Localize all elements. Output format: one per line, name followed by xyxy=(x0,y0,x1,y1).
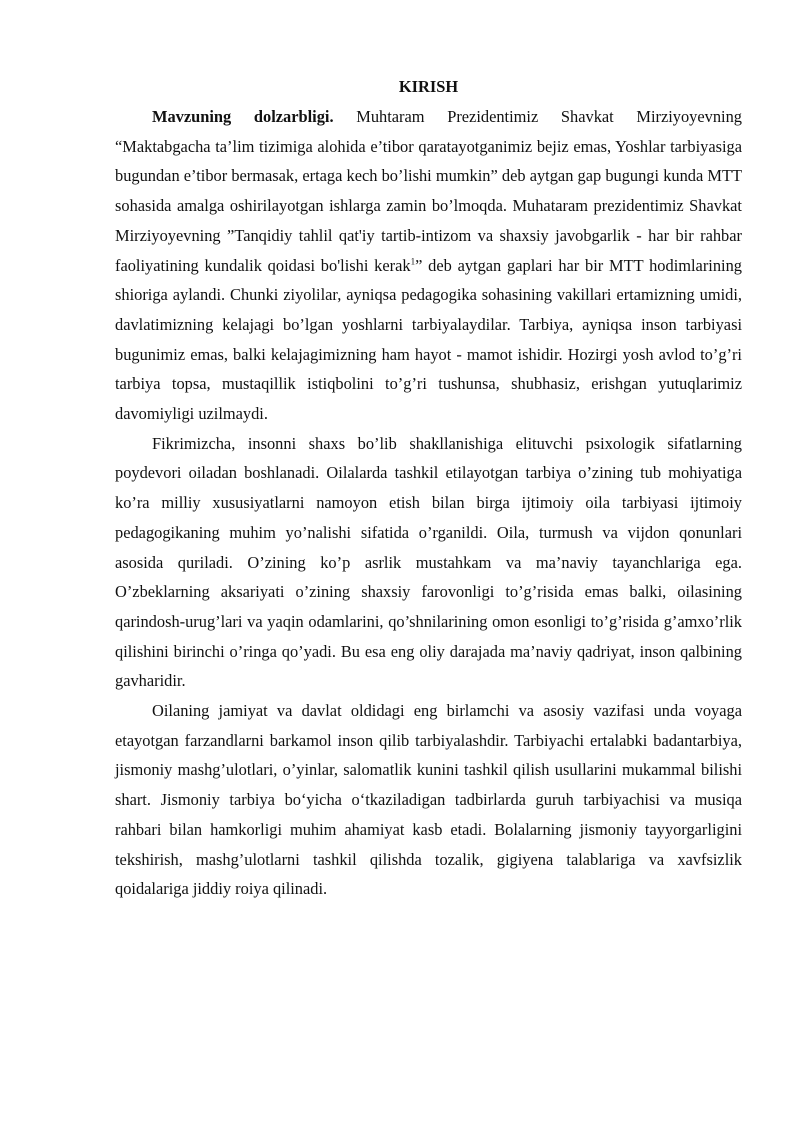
document-page xyxy=(115,72,742,904)
paragraph-family-duty: Oilaning jamiyat va davlat oldidagi eng birlamchi va asosiy vazifasi unda voyaga etayotgan farzandlarni barkamol inson qilib tarbiyalashdir. Tarbiyachi ertalabki badantarbiya, jismoniy mashg’ulotlari, o’yinlar, salomatlik kunini tashkil qilish usullarini mukammal bilishi shart. Jismoniy tarbiya bo‘yicha o‘tkaziladigan tadbirlarda guruh tarbiyachisi va musiqa rahbari bilan hamkorligi muhim ahamiyat kasb etadi. Bolalarning jismoniy tayyorgarligini tekshirish, mashg’ulotlarni tashkil qilishda tozalik, gigiyena talablariga va xavfsizlik qoidalariga jiddiy roiya qilinadi. xyxy=(115,701,742,899)
paragraph-text: ” deb aytgan gaplari har bir MTT hodimlarining shioriga aylandi. Chunki ziyolilar, ayniqsa pedagogika sohasining vakillari ertamizning umidi, davlatimizning kelajagi bo’lgan yoshlarni tarbiyalaydilar. Tarbiya, ayniqsa inson tarbiyasi bugunimiz emas, balki kelajagimizning ham hayot - mamot ishidir. Hozirgi yosh avlod to’g’ri tarbiya topsa, mustaqillik istiqbolini to’g’ri tushunsa, shubhasiz, erishgan yutuqlarimiz davomiyligi uzilmaydi. xyxy=(115,255,742,424)
paragraph-family-foundation: Fikrimizcha, insonni shaxs bo’lib shakllanishiga elituvchi psixologik sifatlarning poydevori oiladan boshlanadi. Oilalarda tashkil etilayotgan tarbiya o’zining tub mohiyatiga ko’ra milliy xususiyatlarni namoyon etish bilan birga ijtimoiy oila tarbiyasi ijtimoiy pedagogikaning muhim yo’nalishi sifatida o’rganildi. Oila, turmush va vijdon qonunlari asosida quriladi. O’zining ko’p asrlik mustahkam va ma’naviy tayanchlariga ega. O’zbeklarning aksariyati o’zining shaxsiy farovonligi to’g’risida emas balki, oilasining qarindosh-urug’lari va yaqin odamlarini, qo’shnilarining omon esonligi to’g’risida g’amxo’rlik qilishini birinchi o’ringa qo’yadi. Bu esa eng oliy darajada ma’naviy qadriyat, inson qalbining gavharidir. xyxy=(115,433,742,691)
paragraph-relevance xyxy=(115,102,742,429)
footnote-marker[interactable]: 1 xyxy=(410,256,416,267)
document-title: KIRISH xyxy=(398,77,459,96)
paragraph-text: Muhtaram Prezidentimiz Shavkat Mirziyoyevning “Maktabgacha ta’lim tizimiga alohida e’tibor qaratayotganimiz bejiz emas, Yoshlar tarbiyasiga bugundan e’tibor bermasak, ertaga kech bo’lishi mumkin” deb aytgan gap bugungi kunda MTT sohasida amalga oshirilayotgan ishlarga zamin bo’lmoqda. Muhataram prezidentimiz Shavkat Mirziyoyevning ”Tanqidiy tahlil qat'iy tartib-intizom va shaxsiy javobgarlik - har bir rahbar faoliyatining kundalik qoidasi bo'lishi kerak xyxy=(115,107,742,275)
paragraph-lead: Mavzuning dolzarbligi. xyxy=(152,107,334,126)
